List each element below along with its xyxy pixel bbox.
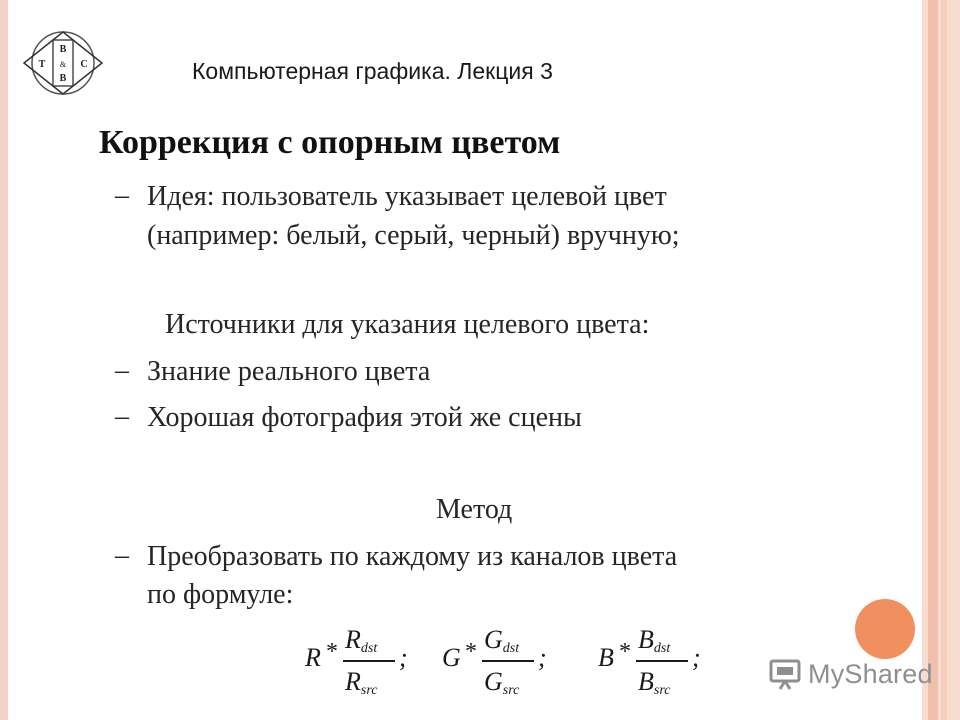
university-logo (22, 30, 104, 96)
formula-separator: ; (692, 643, 701, 672)
fraction-bar (482, 660, 534, 662)
formula-variable: B (598, 643, 614, 672)
multiply-symbol: * (619, 639, 631, 665)
formula-separator: ; (399, 643, 408, 672)
formula-numerator: $R_{dst}$ (345, 625, 378, 656)
right-frame-inner-stripe (941, 0, 947, 720)
formula-denominator: $B_{src}$ (638, 667, 671, 698)
myshared-watermark[interactable] (768, 657, 933, 691)
sources-heading: Источники для указания целевого цвета: (165, 309, 650, 340)
fraction-bar (636, 660, 688, 662)
logo-letter-top: B (59, 44, 67, 55)
formula-variable: G (442, 643, 461, 672)
formula-denominator: $R_{src}$ (345, 667, 378, 698)
formula-r (305, 625, 415, 705)
slide-title: Коррекция с опорным цветом (99, 124, 561, 161)
source-item: Знание реального цвета (147, 356, 431, 387)
idea-line-1: Идея: пользователь указывает целевой цвет (147, 181, 667, 212)
bullet-dash: – (115, 401, 129, 432)
multiply-symbol: * (326, 639, 338, 665)
formula-denominator: $G_{src}$ (484, 667, 520, 698)
logo-letter-left: T (38, 59, 46, 70)
formula-g (442, 625, 552, 705)
formula-numerator: $G_{dst}$ (484, 625, 520, 656)
source-item: Хорошая фотография этой же сцены (147, 402, 582, 433)
bullet-dash: – (115, 540, 129, 571)
method-line-1: Преобразовать по каждому из каналов цвета (147, 541, 678, 572)
formula-variable: R (305, 643, 321, 672)
watermark-text: MyShared (808, 658, 933, 689)
lecture-header: Компьютерная графика. Лекция 3 (192, 58, 553, 84)
logo-letter-right: C (80, 59, 88, 70)
presentation-board-icon (768, 658, 804, 690)
logo-letter-middle: & (59, 60, 67, 69)
logo-letter-bottom: B (59, 73, 67, 84)
multiply-symbol: * (465, 639, 477, 665)
formula-numerator: $B_{dst}$ (638, 625, 671, 656)
right-frame-stripe (928, 0, 938, 720)
method-heading: Метод (436, 494, 513, 525)
left-frame-border (0, 0, 8, 720)
decorative-orange-circle (855, 599, 915, 659)
fraction-bar (343, 660, 395, 662)
formula-separator: ; (538, 643, 547, 672)
method-line-2: по формуле: (147, 579, 294, 610)
bullet-dash: – (115, 355, 129, 386)
formula-b (598, 625, 708, 705)
idea-line-2: (например: белый, серый, черный) вручную; (147, 220, 680, 251)
bullet-dash: – (115, 180, 129, 211)
